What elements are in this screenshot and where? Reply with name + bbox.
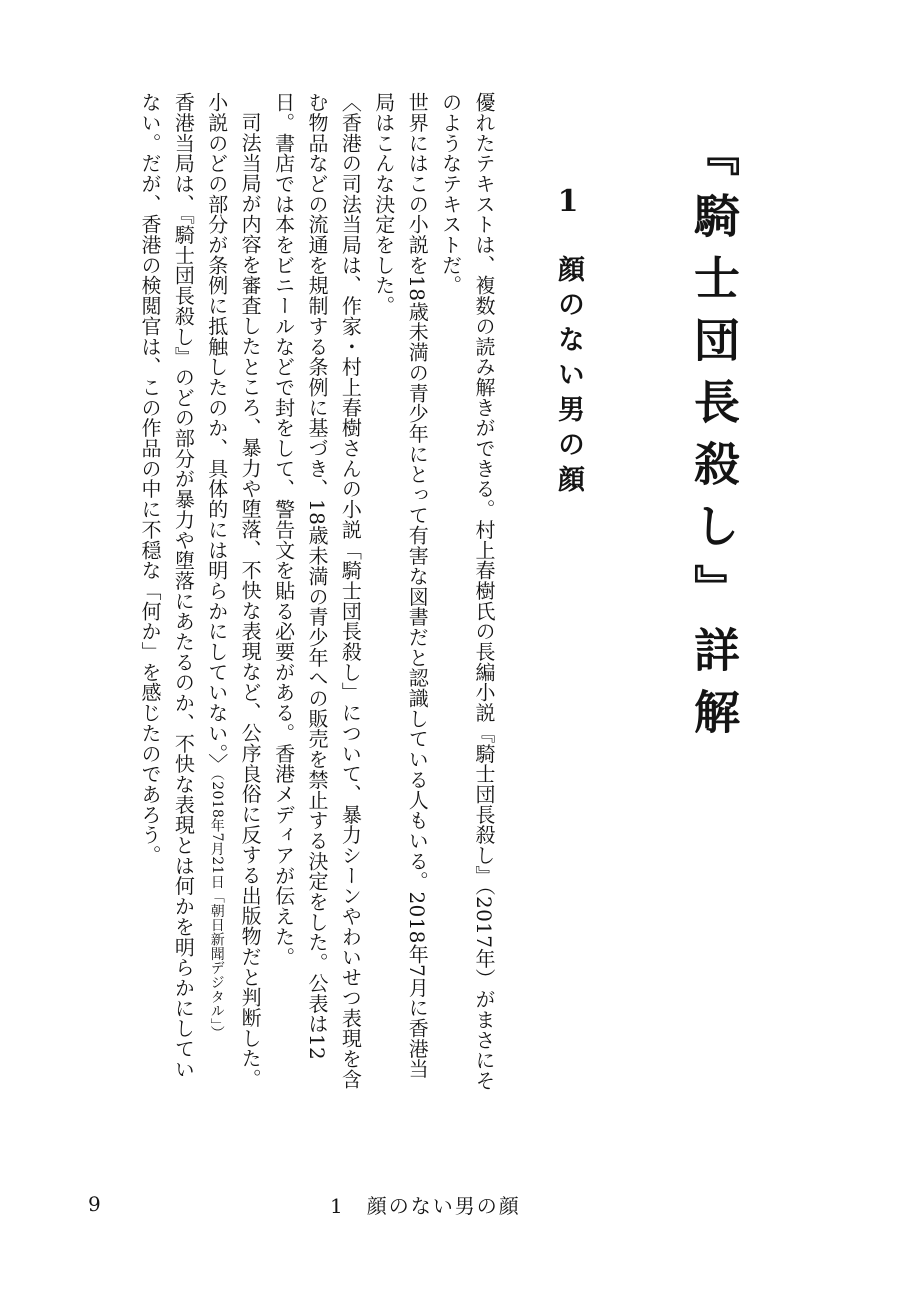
paragraph-3-quote: 〈香港の司法当局は、作家・村上春樹さんの小説「騎士団長殺し」について、暴力シーンやわいせつ表現を含む物品などの流通を規制する条例に基づき、18歳未満の青少年への販売を禁止する決定をした。公表は12日。書店では本をビニールなどで封をして、警告文を貼る必要がある。香港メディアが伝えた。 — [271, 92, 363, 1090]
paragraph-4-quote — [199, 92, 266, 1092]
book-title: 『騎士団長殺し』詳解 — [687, 130, 741, 750]
page-number: 9 — [88, 1192, 101, 1216]
running-head: 1 顔のない男の顔 — [330, 1194, 521, 1218]
citation: （2018年7月21日「朝日新聞デジタル」） — [208, 773, 225, 1040]
body-text — [70, 92, 500, 1092]
paragraph-2: 世界にはこの小説を18歳未満の青少年にとって有害な図書だと認識している人もいる。2018年7月に香港当局はこんな決定をした。 — [371, 92, 430, 1079]
paragraph-4-text: 司法当局が内容を審査したところ、暴力や堕落、不快な表現など、公序良俗に反する出版物だと判断した。小説のどの部分が条例に抵触したのか、具体的には明らかにしていない。〉 — [204, 92, 263, 1089]
chapter-number: 1 — [557, 184, 579, 219]
chapter-title: 顔のない男の顔 — [553, 255, 584, 500]
paragraph-5: 香港当局は、『騎士団長殺し』のどの部分が暴力や堕落にあたるのか、不快な表現とは何かを明らかにしていない。だが、香港の検閲官は、この作品の中に不穏な「何か」を感じたのであろう。 — [137, 92, 196, 1080]
paragraph-1: 優れたテキストは、複数の読み解きができる。村上春樹氏の長編小説『騎士団長殺し』（2017年）がまさにそのようなテキストだ。 — [438, 92, 496, 1091]
